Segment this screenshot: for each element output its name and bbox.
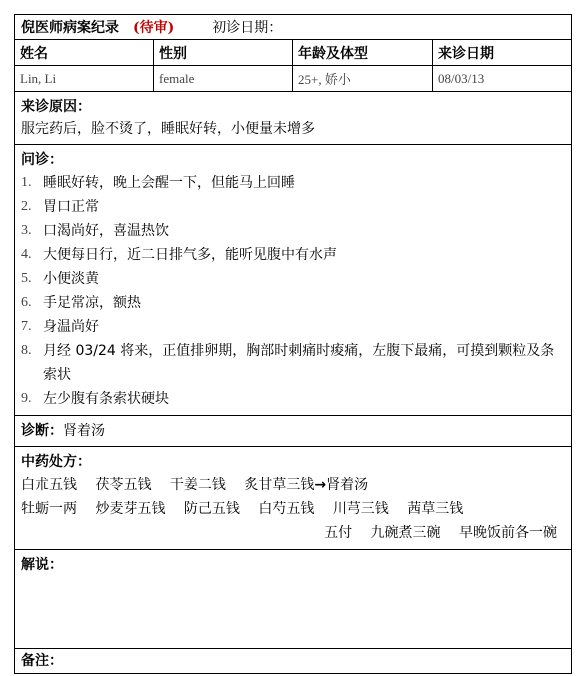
herb-item: 牡蛎一两 bbox=[21, 501, 77, 517]
dosage-boil: 九碗煮三碗 bbox=[370, 525, 441, 541]
reason-section bbox=[15, 92, 571, 145]
patient-name: Lin, Li bbox=[15, 66, 154, 91]
herb-item: 干姜二钱 bbox=[169, 477, 226, 493]
herb-line-2 bbox=[21, 497, 565, 521]
inquiry-list bbox=[21, 171, 565, 411]
herb-item: 川芎三钱 bbox=[332, 501, 389, 517]
inquiry-item-number: 3. bbox=[21, 223, 32, 238]
herb-item: 炒麦芽五钱 bbox=[95, 501, 166, 517]
patient-sex: female bbox=[154, 66, 293, 91]
herb-item: 茜草三钱 bbox=[407, 501, 464, 517]
inquiry-item-text: 月经 03/24 将来，正值排卵期，胸部时刺痛时痠痛，左腹下最痛，可摸到颗粒及条索状 bbox=[43, 343, 555, 383]
inquiry-item-text: 口渴尚好，喜温热饮 bbox=[43, 223, 169, 239]
dosage-packs: 五付 bbox=[324, 525, 353, 541]
inquiry-item-number: 8. bbox=[21, 343, 32, 358]
inquiry-item-number: 9. bbox=[21, 391, 32, 406]
inquiry-item bbox=[21, 387, 565, 411]
inquiry-item-text: 左少腹有条索状硬块 bbox=[43, 391, 169, 407]
inquiry-item-number: 6. bbox=[21, 295, 32, 310]
herb-line-1 bbox=[21, 473, 565, 497]
prescription-section bbox=[15, 447, 571, 550]
inquiry-item bbox=[21, 195, 565, 219]
inquiry-item-text: 身温尚好 bbox=[43, 319, 99, 335]
diagnosis-section bbox=[15, 416, 571, 447]
explanation-section bbox=[15, 550, 571, 649]
herb-item: 白芍五钱 bbox=[258, 501, 315, 517]
notes-label: 备注： bbox=[21, 653, 63, 669]
patient-header-row bbox=[15, 40, 571, 66]
visit-date-header: 来诊日期 bbox=[438, 45, 494, 62]
diagnosis-text: 肾着汤 bbox=[63, 423, 105, 439]
inquiry-item-number: 5. bbox=[21, 271, 32, 286]
diagnosis-label: 诊断： bbox=[21, 423, 63, 439]
first-visit-date-label: 初诊日期： bbox=[212, 20, 283, 36]
status-badge: (待审) bbox=[133, 20, 175, 36]
inquiry-item-number: 7. bbox=[21, 319, 32, 334]
inquiry-item-text: 手足常凉，额热 bbox=[43, 295, 141, 311]
inquiry-item bbox=[21, 315, 565, 339]
inquiry-item-text: 小便淡黄 bbox=[43, 271, 99, 287]
name-header: 姓名 bbox=[15, 40, 154, 65]
medical-record-form bbox=[14, 14, 572, 674]
patient-value-row bbox=[15, 66, 571, 92]
reason-text: 服完药后，脸不烫了，睡眠好转，小便量未增多 bbox=[21, 121, 315, 137]
inquiry-item-number: 4. bbox=[21, 247, 32, 262]
inquiry-section bbox=[15, 145, 571, 416]
inquiry-item-text: 大便每日行，近二日排气多，能听见腹中有水声 bbox=[43, 247, 337, 263]
title-row bbox=[15, 15, 571, 40]
inquiry-item-text: 胃口正常 bbox=[43, 199, 99, 215]
reason-label: 来诊原因： bbox=[21, 99, 91, 115]
patient-visit-date: 08/03/13 bbox=[438, 70, 485, 86]
herb-item: 炙甘草三钱 bbox=[244, 477, 315, 493]
inquiry-label: 问诊： bbox=[21, 152, 63, 168]
inquiry-item-number: 1. bbox=[21, 175, 32, 190]
inquiry-item-text: 睡眠好转，晚上会醒一下，但能马上回睡 bbox=[43, 175, 295, 191]
record-title: 倪医师病案纪录 bbox=[21, 20, 119, 36]
inquiry-item bbox=[21, 243, 565, 267]
prescription-label: 中药处方： bbox=[21, 454, 91, 470]
arrow-icon: → bbox=[314, 477, 327, 493]
inquiry-item bbox=[21, 339, 565, 387]
dosage-line bbox=[21, 521, 565, 545]
inquiry-item bbox=[21, 291, 565, 315]
inquiry-item bbox=[21, 267, 565, 291]
inquiry-item bbox=[21, 171, 565, 195]
inquiry-item-number: 2. bbox=[21, 199, 32, 214]
dosage-timing: 早晚饭前各一碗 bbox=[459, 525, 557, 541]
explanation-label: 解说： bbox=[21, 557, 63, 573]
herb-item: 白朮五钱 bbox=[21, 477, 77, 493]
herb-item: 防己五钱 bbox=[183, 501, 240, 517]
age-build-header: 年龄及体型 bbox=[293, 40, 433, 65]
inquiry-item bbox=[21, 219, 565, 243]
notes-section bbox=[15, 649, 571, 673]
patient-age-build: 25+, 娇小 bbox=[293, 66, 433, 91]
herb-item: 茯苓五钱 bbox=[95, 477, 152, 493]
sex-header: 性别 bbox=[154, 40, 293, 65]
formula-name: 肾着汤 bbox=[326, 477, 369, 493]
